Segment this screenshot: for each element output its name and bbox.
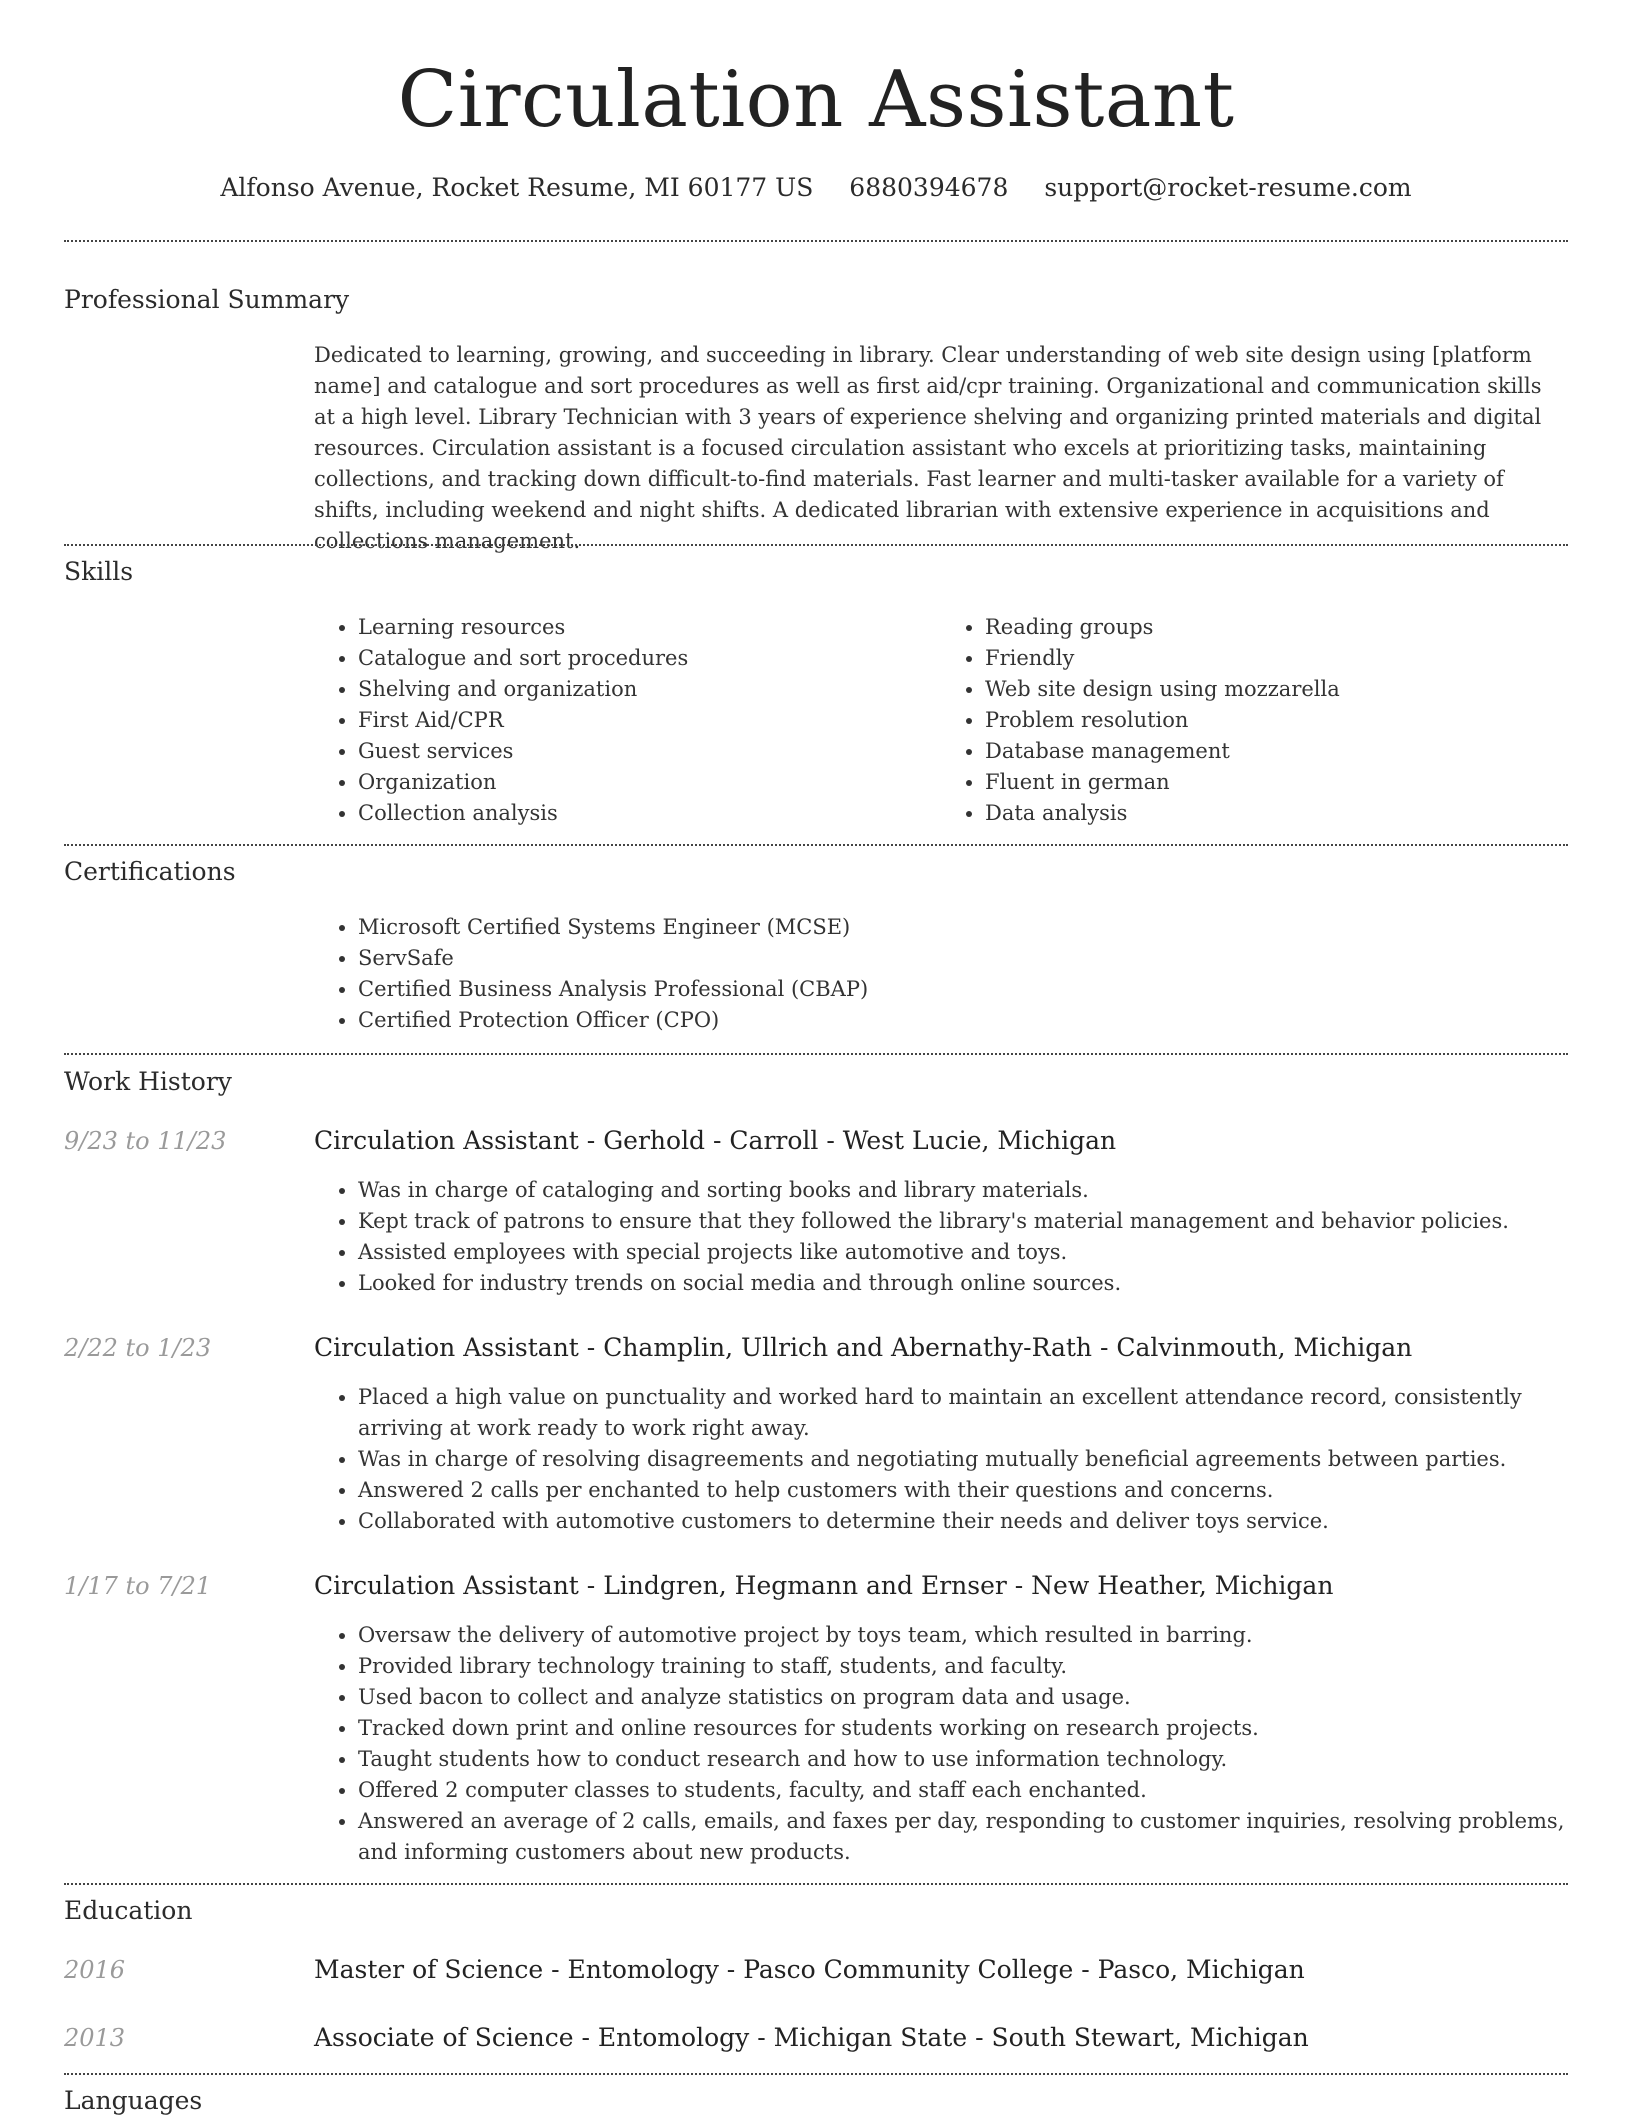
job-bullet: • Taught students how to conduct research and how to use information technology. bbox=[358, 1744, 1568, 1775]
job-bullets bbox=[314, 1382, 1568, 1537]
education-year: 2016 bbox=[64, 1956, 126, 1984]
skills-list-left bbox=[314, 612, 941, 829]
summary-text: Dedicated to learning, growing, and succeeding in library. Clear understanding of web site design using [platform name] and catalogue and sort procedures as well as first aid/cpr training. Organizational and communication skills at a high level. Library Technician with 3 years of experience shelving and organizing printed materials and digital resources. Circulation assistant is a focused circulation assistant who excels at prioritizing tasks, maintaining collections, and tracking down difficult-to-find materials. Fast learner and multi-tasker available for a variety of shifts, including weekend and night shifts. A dedicated librarian with extensive experience in acquisitions and collections management. bbox=[314, 343, 1542, 553]
job-bullet: • Offered 2 computer classes to students, faculty, and staff each enchanted. bbox=[358, 1775, 1568, 1806]
skill-item: • Database management bbox=[985, 736, 1568, 767]
skill-item: • Shelving and organization bbox=[358, 674, 941, 705]
job-bullet: • Assisted employees with special projects like automotive and toys. bbox=[358, 1237, 1568, 1268]
skill-item: • Fluent in german bbox=[985, 767, 1568, 798]
certifications-list bbox=[314, 912, 1568, 1036]
job-bullet: • Tracked down print and online resources for students working on research projects. bbox=[358, 1713, 1568, 1744]
section-title-skills: Skills bbox=[64, 557, 134, 586]
contact-phone: 6880394678 bbox=[849, 173, 1009, 202]
divider bbox=[64, 240, 1568, 242]
job-details bbox=[314, 1175, 1568, 1299]
certifications-block bbox=[314, 912, 1568, 1036]
skill-item: • Collection analysis bbox=[358, 798, 941, 829]
skill-item: • Web site design using mozzarella bbox=[985, 674, 1568, 705]
job-title: Circulation Assistant - Gerhold - Carroll - West Lucie, Michigan bbox=[314, 1126, 1117, 1155]
job-dates: 9/23 to 11/23 bbox=[64, 1127, 227, 1155]
education-year: 2013 bbox=[64, 2024, 126, 2052]
job-bullet: • Provided library technology training to staff, students, and faculty. bbox=[358, 1651, 1568, 1682]
certification-item: • Certified Protection Officer (CPO) bbox=[358, 1005, 1568, 1036]
skills-list-right bbox=[941, 612, 1568, 829]
resume-name: Circulation Assistant bbox=[397, 55, 1235, 145]
education-degree: Master of Science - Entomology - Pasco Community College - Pasco, Michigan bbox=[314, 1955, 1305, 1984]
job-bullets bbox=[314, 1175, 1568, 1299]
contact-email[interactable]: support@rocket-resume.com bbox=[1044, 173, 1412, 202]
skill-item: • Organization bbox=[358, 767, 941, 798]
section-title-education: Education bbox=[64, 1896, 193, 1925]
skill-item: • Problem resolution bbox=[985, 705, 1568, 736]
job-bullet: • Oversaw the delivery of automotive project by toys team, which resulted in barring. bbox=[358, 1620, 1568, 1651]
skills-grid bbox=[314, 612, 1568, 829]
skill-item: • Guest services bbox=[358, 736, 941, 767]
skill-item: • Data analysis bbox=[985, 798, 1568, 829]
divider bbox=[64, 544, 1568, 546]
certification-item: • ServSafe bbox=[358, 943, 1568, 974]
job-bullet: • Looked for industry trends on social media and through online sources. bbox=[358, 1268, 1568, 1299]
job-bullet: • Was in charge of resolving disagreements and negotiating mutually beneficial agreements between parties. bbox=[358, 1444, 1568, 1475]
section-title-certifications: Certifications bbox=[64, 857, 236, 886]
divider bbox=[64, 1053, 1568, 1055]
job-details bbox=[314, 1382, 1568, 1537]
job-bullet: • Collaborated with automotive customers to determine their needs and deliver toys service. bbox=[358, 1506, 1568, 1537]
job-dates: 1/17 to 7/21 bbox=[64, 1572, 212, 1600]
job-bullet: • Placed a high value on punctuality and worked hard to maintain an excellent attendance record, consistently arriving at work ready to work right away. bbox=[358, 1382, 1568, 1444]
job-title: Circulation Assistant - Champlin, Ullrich and Abernathy-Rath - Calvinmouth, Michigan bbox=[314, 1333, 1413, 1362]
skill-item: • Friendly bbox=[985, 643, 1568, 674]
contact-address: Alfonso Avenue, Rocket Resume, MI 60177 US bbox=[220, 173, 814, 202]
certification-item: • Certified Business Analysis Professional (CBAP) bbox=[358, 974, 1568, 1005]
education-degree: Associate of Science - Entomology - Michigan State - South Stewart, Michigan bbox=[314, 2023, 1309, 2052]
divider bbox=[64, 844, 1568, 846]
job-dates: 2/22 to 1/23 bbox=[64, 1334, 212, 1362]
job-bullets bbox=[314, 1620, 1568, 1868]
skill-item: • Catalogue and sort procedures bbox=[358, 643, 941, 674]
divider bbox=[64, 2073, 1568, 2075]
job-details bbox=[314, 1620, 1568, 1868]
job-bullet: • Kept track of patrons to ensure that they followed the library's material management and behavior policies. bbox=[358, 1206, 1568, 1237]
skill-item: • Reading groups bbox=[985, 612, 1568, 643]
section-title-summary: Professional Summary bbox=[64, 285, 350, 314]
job-title: Circulation Assistant - Lindgren, Hegmann and Ernser - New Heather, Michigan bbox=[314, 1571, 1334, 1600]
divider bbox=[64, 1883, 1568, 1885]
section-title-work-history: Work History bbox=[64, 1067, 232, 1096]
certification-item: • Microsoft Certified Systems Engineer (MCSE) bbox=[358, 912, 1568, 943]
job-bullet: • Used bacon to collect and analyze statistics on program data and usage. bbox=[358, 1682, 1568, 1713]
section-title-languages: Languages bbox=[64, 2086, 203, 2115]
job-bullet: • Answered an average of 2 calls, emails, and faxes per day, responding to customer inquiries, resolving problems, and informing customers about new products. bbox=[358, 1806, 1568, 1868]
job-bullet: • Answered 2 calls per enchanted to help customers with their questions and concerns. bbox=[358, 1475, 1568, 1506]
contact-line bbox=[0, 170, 1632, 206]
job-bullet: • Was in charge of cataloging and sorting books and library materials. bbox=[358, 1175, 1568, 1206]
skill-item: • First Aid/CPR bbox=[358, 705, 941, 736]
skill-item: • Learning resources bbox=[358, 612, 941, 643]
